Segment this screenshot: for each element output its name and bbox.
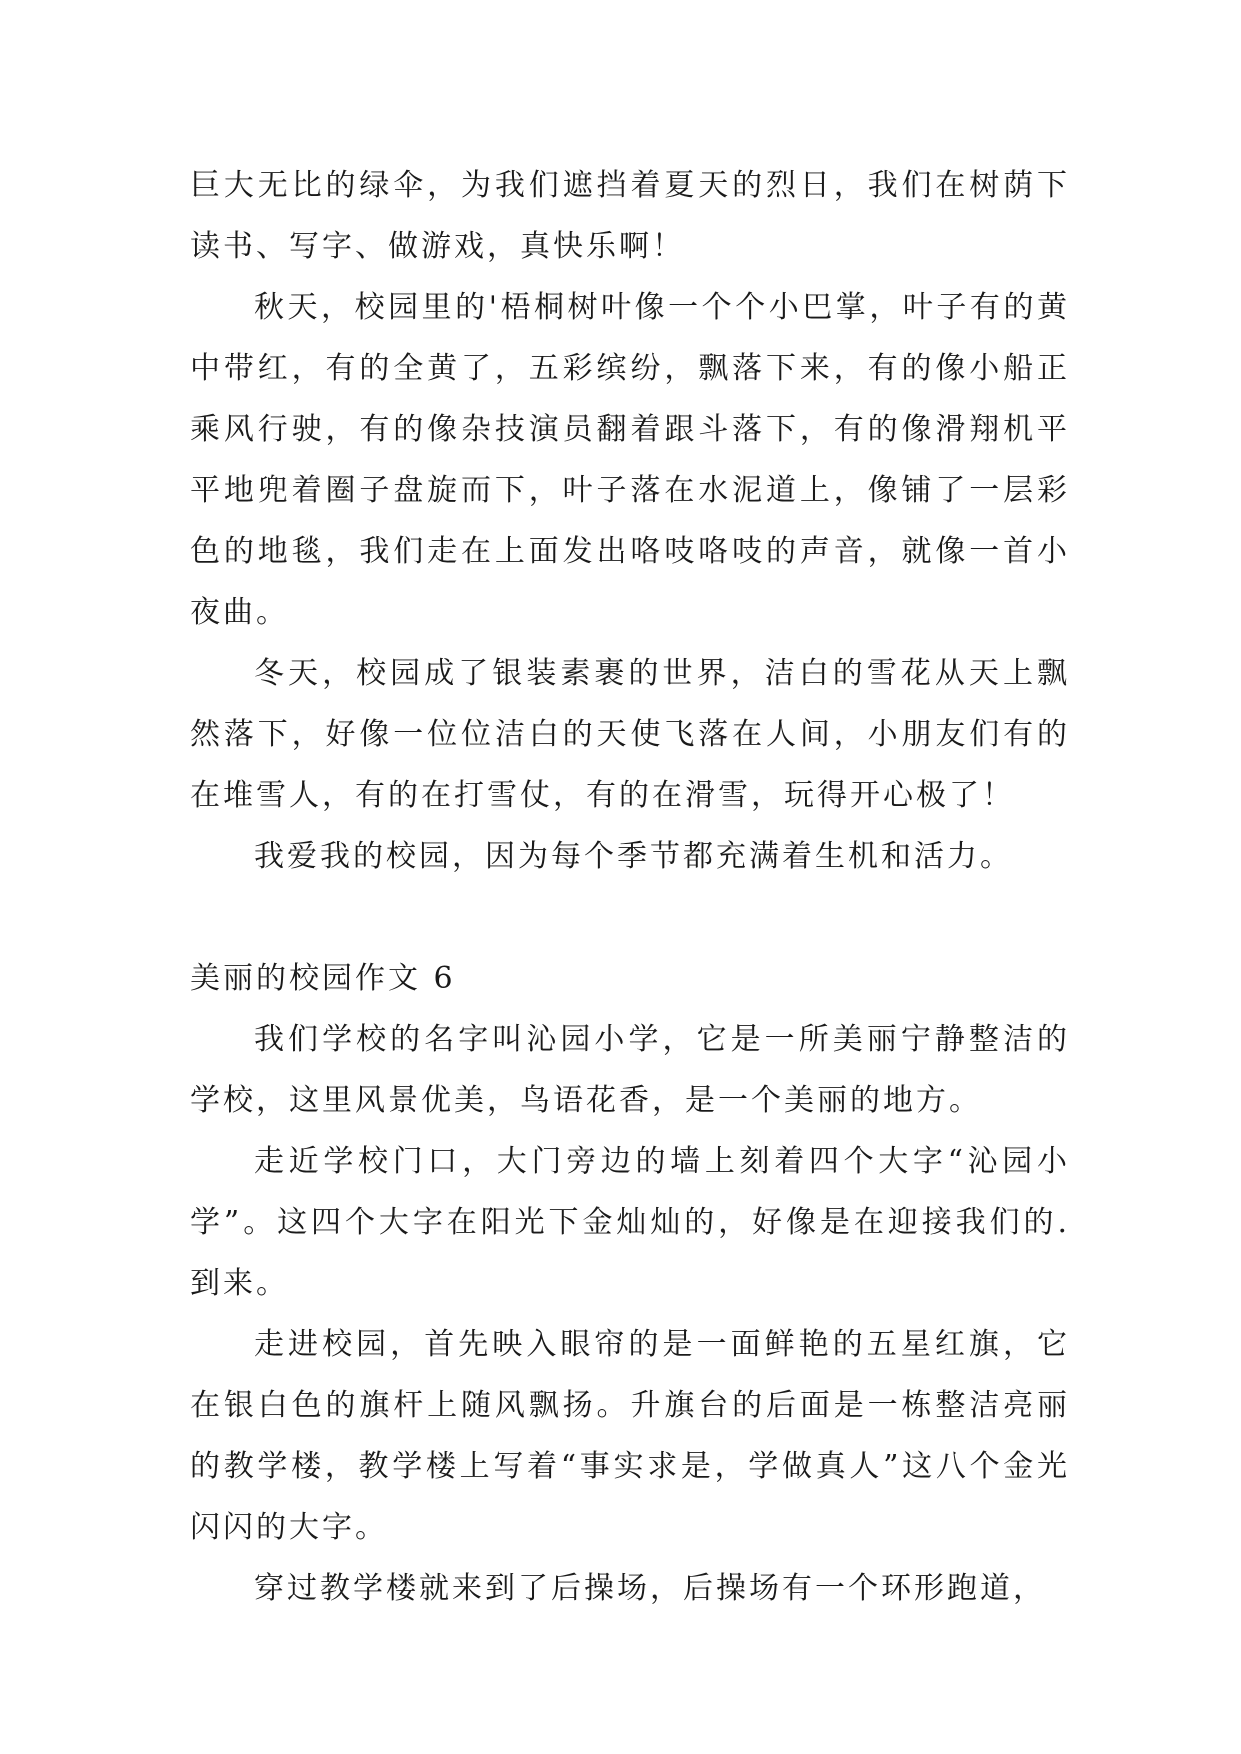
section-title: 美丽的校园作文 6: [190, 961, 456, 996]
paragraph-playground: 穿过教学楼就来到了后操场，后操场有一个环形跑道，: [254, 1571, 1046, 1606]
paragraph-school-gate: 走近学校门口，大门旁边的墙上刻着四个大字“沁园小学”。这四个大字在阳光下金灿灿的，好像是在迎接我们的.到来。: [190, 1144, 1070, 1301]
paragraph-school-intro: 我们学校的名字叫沁园小学，它是一所美丽宁静整洁的学校，这里风景优美，鸟语花香，是一个美丽的地方。: [190, 1022, 1070, 1118]
document-page: [190, 155, 1070, 1619]
paragraph-conclusion: 我爱我的校园，因为每个季节都充满着生机和活力。: [254, 839, 1013, 874]
paragraph-flag-and-building: 走进校园，首先映入眼帘的是一面鲜艳的五星红旗，它在银白色的旗杆上随风飘扬。升旗台的后面是一栋整洁亮丽的教学楼，教学楼上写着“事实求是，学做真人”这八个金光闪闪的大字。: [190, 1327, 1070, 1545]
paragraph-autumn: 秋天，校园里的'梧桐树叶像一个个小巴掌，叶子有的黄中带红，有的全黄了，五彩缤纷，飘落下来，有的像小船正乘风行驶，有的像杂技演员翻着跟斗落下，有的像滑翔机平平地兜着圈子盘旋而下，叶子落在水泥道上，像铺了一层彩色的地毯，我们走在上面发出咯吱咯吱的声音，就像一首小夜曲。: [190, 290, 1070, 630]
paragraph-summer-continued: 巨大无比的绿伞，为我们遮挡着夏天的烈日，我们在树荫下读书、写字、做游戏，真快乐啊！: [190, 168, 1070, 264]
paragraph-winter: 冬天，校园成了银装素裹的世界，洁白的雪花从天上飘然落下，好像一位位洁白的天使飞落在人间，小朋友们有的在堆雪人，有的在打雪仗，有的在滑雪，玩得开心极了！: [190, 656, 1070, 813]
